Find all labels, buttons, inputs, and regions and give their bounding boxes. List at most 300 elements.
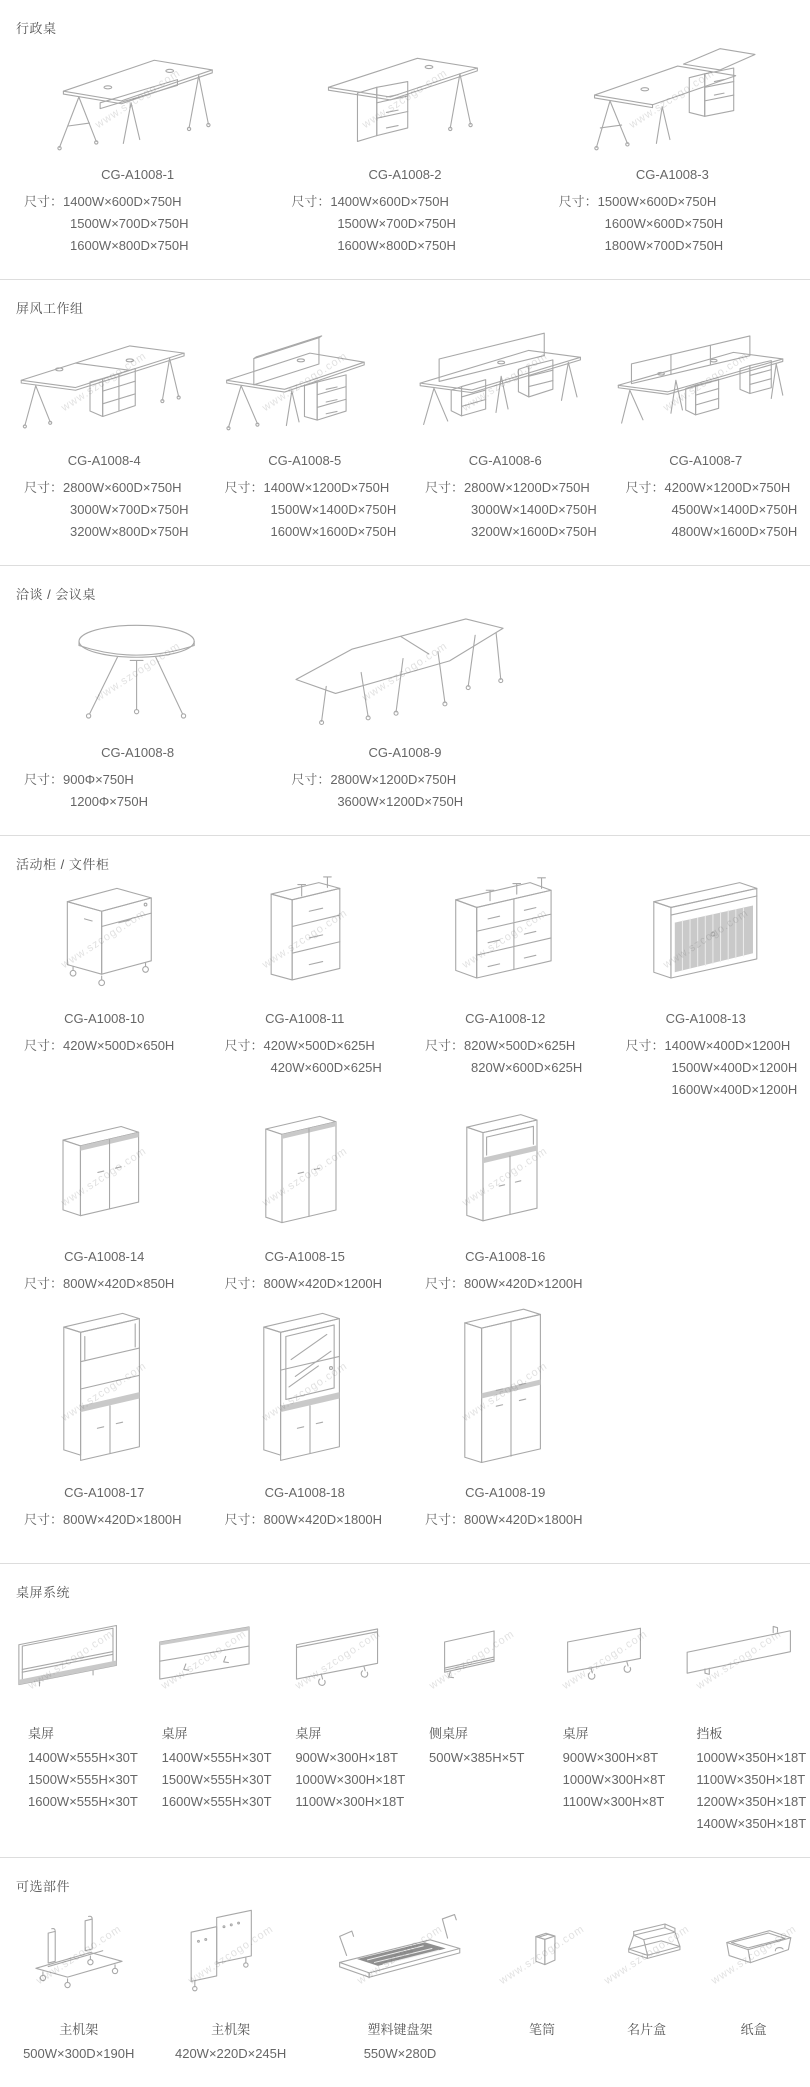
product-dimensions — [211, 1035, 400, 1079]
product-dimensions — [10, 1509, 199, 1531]
cab-tall2door-illustration — [211, 1111, 400, 1237]
dimension-line — [24, 521, 199, 543]
dimension-line — [24, 499, 199, 521]
desk-l-illustration — [545, 39, 800, 155]
dimension-label: 尺寸： — [425, 1512, 465, 1527]
dimension-value: 800W×420D×1800H — [464, 1512, 583, 1527]
product-CG-A1008-15 — [205, 1111, 406, 1295]
product-CG-A1008-7 — [606, 319, 807, 543]
dimension-value: 1600W×1600D×750H — [270, 524, 397, 539]
dimension-value: 420W×500D×650H — [63, 1038, 175, 1053]
dimension-line — [225, 1035, 400, 1057]
product-pen-holder — [492, 1897, 592, 2065]
product-dimensions — [211, 1509, 400, 1531]
dimension-line — [425, 477, 600, 499]
dimension-label: 尺寸： — [425, 480, 465, 495]
dimension-value: 420W×220D×245H — [174, 2046, 287, 2061]
dimension-value: 1500W×700D×750H — [70, 216, 189, 231]
product-code: CG-A1008-17 — [64, 1485, 145, 1500]
cab-3drawer-illustration — [211, 875, 400, 999]
watermark: www.szcogo.com — [185, 1923, 276, 1988]
dimension-line — [291, 791, 532, 813]
dimension-value: 1600W×800D×750H — [70, 238, 189, 253]
section-3 — [0, 565, 810, 835]
product-CG-A1008-5 — [205, 319, 406, 543]
product-screen-clamp — [271, 1603, 405, 1835]
dimension-value: 1500W×600D×750H — [597, 194, 717, 209]
dimension-value: 800W×420D×1200H — [263, 1276, 383, 1291]
section-title: 活动柜 / 文件柜 — [16, 857, 110, 872]
product-screen-long — [672, 1603, 806, 1835]
dimension-label: 尺寸： — [224, 1276, 264, 1291]
watermark: www.szcogo.com — [33, 1923, 124, 1988]
product-dimensions — [277, 191, 532, 257]
dimension-line — [626, 521, 801, 543]
dimension-line — [24, 213, 265, 235]
ws-row-illustration — [612, 319, 801, 441]
dimension-value: 1600W×600D×750H — [604, 216, 724, 231]
product-name: 主机架 — [59, 2022, 99, 2037]
dimension-value: 1000W×300H×8T — [562, 1772, 666, 1787]
dimension-line — [159, 2043, 301, 2065]
dimension-label: 尺寸： — [24, 480, 64, 495]
dimension-value: 1600W×555H×30T — [161, 1794, 272, 1809]
dimension-line — [696, 1769, 806, 1791]
dimension-line — [314, 2043, 486, 2065]
section-2 — [0, 279, 810, 565]
dimension-value: 3200W×800D×750H — [70, 524, 189, 539]
table-round-illustration — [10, 605, 265, 733]
product-row — [0, 39, 810, 257]
dimension-line — [696, 1747, 807, 1769]
watermark: www.szcogo.com — [360, 67, 450, 132]
screen-clamp-illustration — [277, 1603, 399, 1713]
dimension-line — [24, 1509, 199, 1531]
product-code: CG-A1008-19 — [465, 1485, 546, 1500]
dimension-line — [225, 1057, 400, 1079]
dimension-line — [225, 499, 400, 521]
dimension-line — [225, 1509, 400, 1531]
product-card-holder — [592, 1897, 702, 2065]
cab-4door-illustration — [411, 1305, 600, 1473]
cab-opentop-illustration — [411, 1111, 600, 1237]
product-screen-plain — [138, 1603, 272, 1835]
dimension-line — [24, 769, 265, 791]
section-title: 可选部件 — [16, 1879, 71, 1894]
watermark: www.szcogo.com — [92, 67, 183, 132]
dimension-line — [24, 1035, 199, 1057]
dimension-line — [425, 1035, 600, 1057]
dimension-label: 尺寸： — [625, 1038, 665, 1053]
dimension-value: 1000W×350H×18T — [696, 1750, 807, 1765]
dimension-line — [626, 1035, 801, 1057]
product-code: CG-A1008-6 — [468, 453, 542, 468]
screen-front-illustration — [10, 1603, 132, 1713]
product-dimensions — [10, 191, 265, 257]
product-dimensions — [314, 2043, 486, 2065]
dimension-value: 1500W×700D×750H — [337, 216, 456, 231]
ws-double-illustration — [411, 319, 600, 441]
dimension-value: 1500W×400D×1200H — [671, 1060, 798, 1075]
screen-slim-illustration — [545, 1603, 667, 1713]
dimension-label: 尺寸： — [291, 772, 331, 787]
dimension-value: 1500W×555H×30T — [161, 1772, 272, 1787]
product-dimensions — [678, 1747, 807, 1835]
product-dimensions — [211, 477, 400, 543]
dimension-value: 1600W×555H×30T — [28, 1794, 138, 1809]
product-dimensions — [545, 1747, 667, 1813]
product-code: CG-A1008-15 — [264, 1249, 345, 1264]
dimension-line — [24, 477, 199, 499]
dimension-line — [626, 1079, 801, 1101]
watermark: www.szcogo.com — [601, 1923, 692, 1988]
product-CG-A1008-18 — [205, 1305, 406, 1531]
dimension-line — [10, 2043, 147, 2065]
product-CG-A1008-14 — [4, 1111, 205, 1295]
desk-a-illustration — [10, 39, 265, 155]
bench-long-illustration — [10, 319, 199, 441]
dimension-line — [563, 1747, 667, 1769]
dimension-label: 尺寸： — [425, 1276, 465, 1291]
product-code: CG-A1008-5 — [268, 453, 342, 468]
product-row — [0, 1305, 810, 1531]
dimension-line — [291, 191, 532, 213]
product-row — [0, 875, 810, 1101]
product-dimensions — [10, 1035, 199, 1057]
product-code: CG-A1008-3 — [635, 167, 709, 182]
product-code: CG-A1008-16 — [465, 1249, 546, 1264]
dimension-value: 1400W×350H×18T — [696, 1816, 807, 1831]
product-row — [0, 1111, 810, 1295]
product-dimensions — [411, 477, 600, 543]
dimension-line — [696, 1813, 807, 1835]
dimension-value: 820W×500D×625H — [464, 1038, 576, 1053]
dimension-line — [225, 1273, 400, 1295]
dimension-value: 900W×300H×8T — [562, 1750, 659, 1765]
dimension-value: 2800W×1200D×750H — [464, 480, 590, 495]
product-row — [0, 1897, 810, 2065]
product-dimensions — [277, 769, 532, 813]
dimension-value: 1000W×300H×18T — [295, 1772, 406, 1787]
dimension-value: 550W×280D — [363, 2046, 437, 2061]
product-name: 主机架 — [211, 2022, 251, 2037]
product-CG-A1008-2 — [271, 39, 538, 257]
dimension-value: 500W×385H×5T — [429, 1750, 525, 1765]
dimension-line — [161, 1791, 272, 1813]
product-CG-A1008-3 — [539, 39, 806, 257]
cab-6drawer-illustration — [411, 875, 600, 999]
watermark: www.szcogo.com — [460, 1360, 551, 1425]
cpu-cart-illustration — [10, 1897, 147, 2009]
product-row — [0, 319, 810, 543]
product-name: 笔筒 — [528, 2022, 555, 2037]
dimension-line — [563, 1769, 667, 1791]
dimension-label: 尺寸： — [24, 1512, 64, 1527]
dimension-label: 尺寸： — [224, 480, 264, 495]
dimension-value: 800W×420D×850H — [63, 1276, 175, 1291]
watermark: www.szcogo.com — [460, 350, 551, 415]
dimension-line — [225, 521, 400, 543]
dimension-value: 3000W×1400D×750H — [471, 502, 597, 517]
watermark: www.szcogo.com — [460, 1144, 551, 1209]
watermark: www.szcogo.com — [26, 1628, 116, 1693]
dimension-value: 3600W×1200D×750H — [337, 794, 464, 809]
dimension-value: 1100W×300H×18T — [295, 1794, 405, 1809]
product-dimensions — [10, 1273, 199, 1295]
dimension-line — [626, 477, 801, 499]
product-code: CG-A1008-7 — [669, 453, 743, 468]
table-boat-illustration — [277, 605, 532, 733]
product-name: 桌屏 — [161, 1726, 188, 1741]
product-CG-A1008-17 — [4, 1305, 205, 1531]
dimension-line — [295, 1747, 399, 1769]
dimension-label: 尺寸： — [224, 1512, 264, 1527]
dimension-line — [28, 1769, 138, 1791]
watermark: www.szcogo.com — [460, 907, 551, 972]
watermark: www.szcogo.com — [259, 907, 350, 972]
dimension-line — [28, 1747, 138, 1769]
dimension-line — [24, 235, 265, 257]
dimension-value: 1400W×1200D×750H — [263, 480, 390, 495]
dimension-line — [291, 213, 532, 235]
dimension-label: 尺寸： — [291, 194, 331, 209]
screen-side-illustration — [411, 1603, 533, 1713]
dimension-line — [225, 477, 400, 499]
product-CG-A1008-9 — [271, 605, 538, 813]
pen-holder-illustration — [498, 1897, 586, 2009]
dimension-label: 尺寸： — [24, 194, 64, 209]
cab-low2door-illustration — [10, 1111, 199, 1237]
product-code: CG-A1008-14 — [64, 1249, 145, 1264]
product-dimensions — [411, 1509, 600, 1531]
dimension-value: 800W×420D×1800H — [263, 1512, 383, 1527]
watermark: www.szcogo.com — [627, 67, 718, 132]
dimension-value: 500W×300D×190H — [23, 2046, 135, 2061]
dimension-line — [563, 1791, 667, 1813]
dimension-line — [696, 1791, 807, 1813]
product-name: 纸盒 — [740, 2022, 767, 2037]
dimension-line — [429, 1747, 533, 1769]
dimension-label: 尺寸： — [625, 480, 665, 495]
product-dimensions — [10, 477, 199, 543]
card-holder-illustration — [598, 1897, 696, 2009]
product-name: 挡板 — [696, 1726, 723, 1741]
dimension-line — [24, 191, 265, 213]
watermark: www.szcogo.com — [59, 350, 150, 415]
dimension-label: 尺寸： — [24, 1038, 64, 1053]
product-dimensions — [144, 1747, 272, 1813]
dimension-label: 尺寸： — [24, 772, 64, 787]
product-code: CG-A1008-18 — [264, 1485, 345, 1500]
keyboard-tray-illustration — [314, 1897, 486, 2009]
product-CG-A1008-11 — [205, 875, 406, 1101]
section-title: 洽谈 / 会议桌 — [16, 587, 96, 602]
product-dimensions — [10, 769, 265, 813]
watermark: www.szcogo.com — [92, 639, 183, 704]
watermark: www.szcogo.com — [259, 350, 350, 415]
ws-screen-illustration — [211, 319, 400, 441]
dimension-line — [559, 191, 800, 213]
dimension-line — [425, 1057, 600, 1079]
section-title: 屏风工作组 — [16, 301, 84, 316]
dimension-value: 800W×420D×1200H — [464, 1276, 583, 1291]
dimension-value: 3000W×700D×750H — [70, 502, 189, 517]
bookcase-glass-illustration — [211, 1305, 400, 1473]
product-cpu-cart — [4, 1897, 153, 2065]
dimension-value: 1200W×350H×18T — [696, 1794, 807, 1809]
dimension-value: 1500W×1400D×750H — [270, 502, 397, 517]
dimension-line — [161, 1747, 272, 1769]
product-code: CG-A1008-2 — [368, 167, 442, 182]
product-name: 桌屏 — [28, 1726, 55, 1741]
dimension-value: 4500W×1400D×750H — [671, 502, 798, 517]
watermark: www.szcogo.com — [159, 1628, 250, 1693]
section-title: 桌屏系统 — [16, 1585, 71, 1600]
product-cpu-bracket — [153, 1897, 307, 2065]
dimension-line — [425, 1273, 600, 1295]
watermark: www.szcogo.com — [560, 1628, 651, 1693]
product-name: 桌屏 — [562, 1726, 589, 1741]
product-CG-A1008-13 — [606, 875, 807, 1101]
dimension-value: 1500W×555H×30T — [28, 1772, 138, 1787]
product-CG-A1008-19 — [405, 1305, 606, 1531]
product-dimensions — [10, 1747, 138, 1813]
product-screen-slim — [539, 1603, 673, 1835]
paper-tray-illustration — [707, 1897, 800, 2009]
product-paper-tray — [701, 1897, 806, 2065]
watermark: www.szcogo.com — [259, 1144, 350, 1209]
product-dimensions — [159, 2043, 301, 2065]
product-code: CG-A1008-4 — [67, 453, 141, 468]
watermark: www.szcogo.com — [259, 1360, 350, 1425]
dimension-value: 900W×300H×18T — [295, 1750, 398, 1765]
dimension-value: 1200Φ×750H — [70, 794, 148, 809]
watermark: www.szcogo.com — [708, 1923, 799, 1988]
product-screen-side — [405, 1603, 539, 1835]
watermark: www.szcogo.com — [497, 1923, 587, 1988]
product-dimensions — [211, 1273, 400, 1295]
product-keyboard-tray — [308, 1897, 492, 2065]
dimension-value: 1400W×400D×1200H — [664, 1038, 791, 1053]
product-row — [0, 605, 810, 813]
dimension-line — [559, 213, 800, 235]
section-title: 行政桌 — [16, 21, 57, 36]
product-dimensions — [545, 191, 800, 257]
dimension-label: 尺寸： — [24, 1276, 64, 1291]
dimension-line — [626, 1057, 801, 1079]
product-row — [0, 1603, 810, 1835]
dimension-line — [291, 235, 532, 257]
product-CG-A1008-16 — [405, 1111, 606, 1295]
cab-tambour-illustration — [612, 875, 801, 999]
watermark: www.szcogo.com — [360, 639, 450, 704]
bookcase-open-illustration — [10, 1305, 199, 1473]
dimension-label: 尺寸： — [425, 1038, 465, 1053]
product-name: 侧桌屏 — [429, 1726, 469, 1741]
section-4 — [0, 835, 810, 1563]
section-6 — [0, 1857, 810, 2087]
dimension-value: 1400W×600D×750H — [330, 194, 449, 209]
dimension-value: 1100W×300H×8T — [562, 1794, 665, 1809]
product-dimensions — [411, 1035, 600, 1079]
dimension-value: 1800W×700D×750H — [604, 238, 724, 253]
screen-long-illustration — [678, 1603, 800, 1713]
product-code: CG-A1008-12 — [465, 1011, 546, 1026]
dimension-line — [161, 1769, 272, 1791]
product-code: CG-A1008-1 — [101, 167, 175, 182]
product-dimensions — [10, 2043, 147, 2065]
watermark: www.szcogo.com — [59, 1360, 150, 1425]
product-code: CG-A1008-10 — [64, 1011, 145, 1026]
dimension-value: 820W×600D×625H — [471, 1060, 583, 1075]
watermark: www.szcogo.com — [293, 1628, 383, 1693]
dimension-value: 3200W×1600D×750H — [471, 524, 597, 539]
dimension-value: 4800W×1600D×750H — [671, 524, 798, 539]
dimension-value: 1600W×800D×750H — [337, 238, 456, 253]
dimension-value: 2800W×1200D×750H — [330, 772, 457, 787]
product-name: 名片盒 — [627, 2022, 667, 2037]
product-code: CG-A1008-13 — [665, 1011, 746, 1026]
cpu-bracket-illustration — [159, 1897, 301, 2009]
product-CG-A1008-12 — [405, 875, 606, 1101]
dimension-line — [24, 1273, 199, 1295]
product-dimensions — [411, 1273, 600, 1295]
product-CG-A1008-4 — [4, 319, 205, 543]
dimension-value: 420W×600D×625H — [270, 1060, 382, 1075]
dimension-line — [425, 1509, 600, 1531]
product-CG-A1008-10 — [4, 875, 205, 1101]
section-5 — [0, 1563, 810, 1857]
dimension-label: 尺寸： — [558, 194, 598, 209]
dimension-line — [24, 791, 265, 813]
dimension-line — [626, 499, 801, 521]
dimension-value: 1400W×555H×30T — [161, 1750, 272, 1765]
ped-mobile-illustration — [10, 875, 199, 999]
product-dimensions — [411, 1747, 533, 1769]
dimension-value: 1400W×600D×750H — [63, 194, 182, 209]
dimension-line — [28, 1791, 138, 1813]
dimension-label: 尺寸： — [224, 1038, 264, 1053]
product-screen-front — [4, 1603, 138, 1835]
product-code: CG-A1008-11 — [265, 1011, 345, 1026]
watermark: www.szcogo.com — [427, 1628, 517, 1693]
product-code: CG-A1008-9 — [368, 745, 442, 760]
dimension-line — [425, 499, 600, 521]
dimension-value: 1600W×400D×1200H — [671, 1082, 798, 1097]
dimension-value: 2800W×600D×750H — [63, 480, 182, 495]
watermark: www.szcogo.com — [694, 1628, 784, 1693]
dimension-value: 420W×500D×625H — [263, 1038, 375, 1053]
watermark: www.szcogo.com — [59, 907, 150, 972]
product-dimensions — [612, 477, 801, 543]
screen-plain-illustration — [144, 1603, 266, 1713]
product-dimensions — [277, 1747, 406, 1813]
product-CG-A1008-1 — [4, 39, 271, 257]
section-1 — [0, 0, 810, 279]
product-code: CG-A1008-8 — [101, 745, 175, 760]
desk-pedestal-illustration — [277, 39, 532, 155]
product-CG-A1008-8 — [4, 605, 271, 813]
dimension-value: 1400W×555H×30T — [28, 1750, 138, 1765]
product-name: 塑料键盘架 — [367, 2022, 433, 2037]
product-CG-A1008-6 — [405, 319, 606, 543]
dimension-value: 800W×420D×1800H — [63, 1512, 182, 1527]
dimension-line — [425, 521, 600, 543]
dimension-value: 900Φ×750H — [63, 772, 134, 787]
dimension-value: 4200W×1200D×750H — [664, 480, 791, 495]
watermark: www.szcogo.com — [59, 1144, 150, 1209]
product-dimensions — [612, 1035, 801, 1101]
